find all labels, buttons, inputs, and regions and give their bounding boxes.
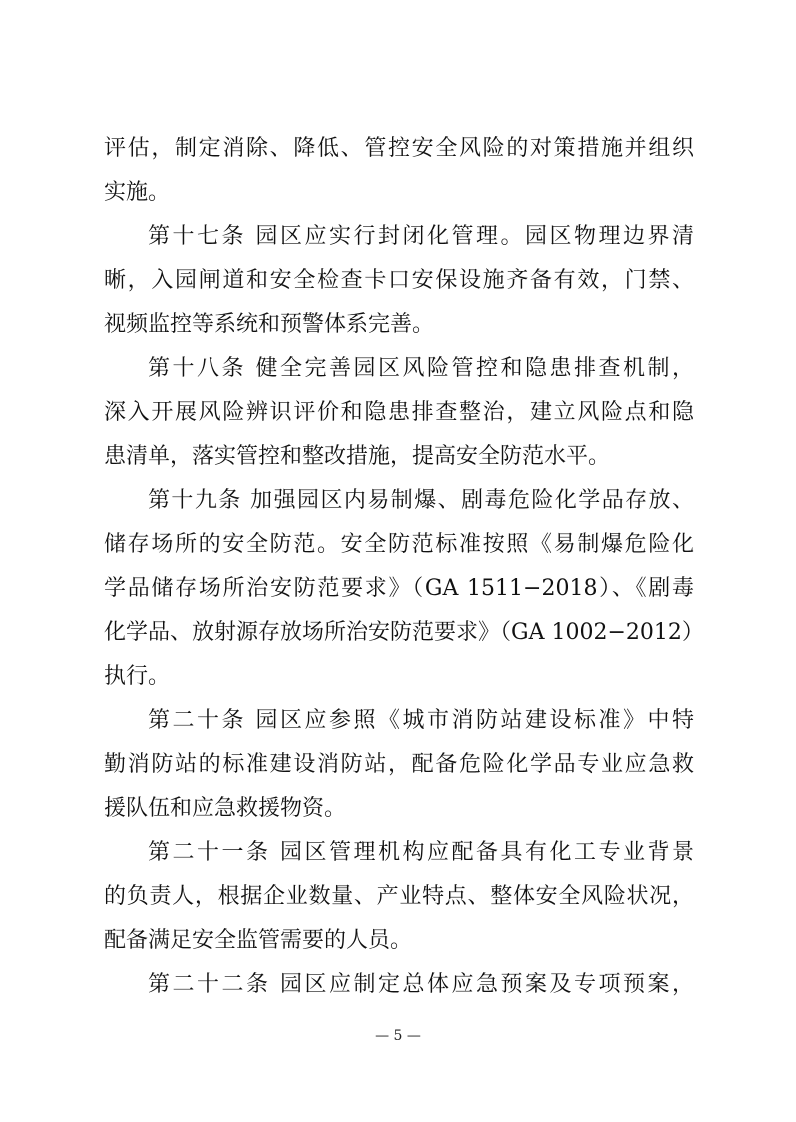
article-21-line-2: 的负责人，根据企业数量、产业特点、整体安全风险状况， — [104, 884, 694, 909]
article-17-line-2: 晰，入园闸道和安全检查卡口安保设施齐备有效，门禁、 — [104, 268, 694, 293]
text-line-2: 实施。 — [104, 180, 171, 205]
article-22-line-1: 第二十二条 园区应制定总体应急预案及专项预案， — [148, 972, 694, 997]
article-17-line-3: 视频监控等系统和预警体系完善。 — [104, 312, 435, 337]
article-19-line-1: 第十九条 加强园区内易制爆、剧毒危险化学品存放、 — [148, 488, 694, 513]
page-number: — 5 — — [375, 1028, 421, 1044]
text-line-1: 评估，制定消除、降低、管控安全风险的对策措施并组织 — [104, 136, 694, 161]
article-18-line-1: 第十八条 健全完善园区风险管控和隐患排查机制， — [148, 356, 694, 381]
article-19-line-2: 储存场所的安全防范。安全防范标准按照《易制爆危险化 — [104, 532, 694, 557]
article-19-line-4: 化学品、放射源存放场所治安防范要求》（GA 1002−2012） — [104, 620, 704, 645]
article-20-line-3: 援队伍和应急救援物资。 — [104, 796, 347, 821]
article-18-line-2: 深入开展风险辨识评价和隐患排查整治，建立风险点和隐 — [104, 400, 694, 425]
article-19-line-5: 执行。 — [104, 664, 171, 689]
article-17-line-1: 第十七条 园区应实行封闭化管理。园区物理边界清 — [148, 224, 694, 249]
article-21-line-1: 第二十一条 园区管理机构应配备具有化工专业背景 — [148, 840, 694, 865]
article-21-line-3: 配备满足安全监管需要的人员。 — [104, 928, 413, 953]
article-19-line-3: 学品储存场所治安防范要求》（GA 1511−2018）、《剧毒 — [104, 576, 694, 601]
article-18-line-3: 患清单，落实管控和整改措施，提高安全防范水平。 — [104, 444, 611, 469]
article-20-line-2: 勤消防站的标准建设消防站，配备危险化学品专业应急救 — [104, 752, 694, 777]
article-20-line-1: 第二十条 园区应参照《城市消防站建设标准》中特 — [148, 708, 694, 733]
